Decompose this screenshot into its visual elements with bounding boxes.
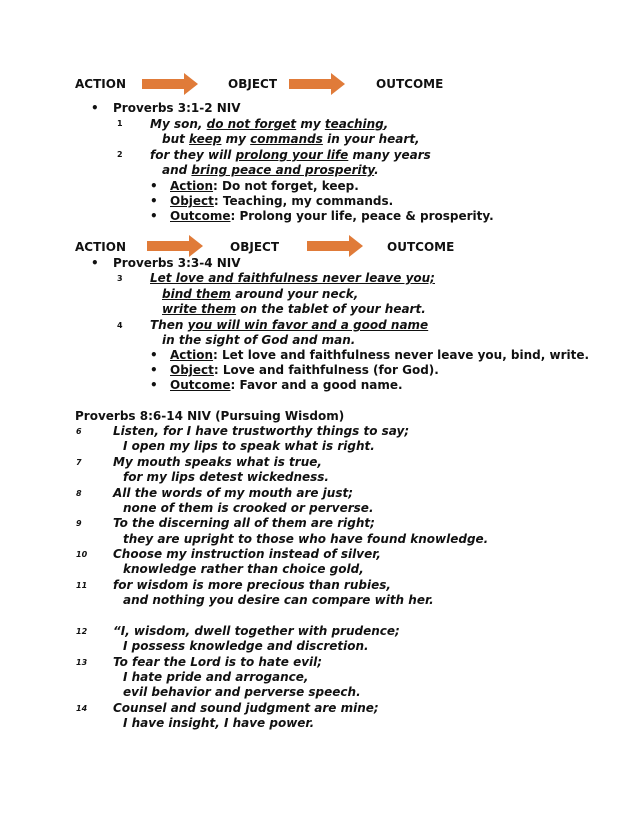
section3-title: Proverbs 8:6-14 NIV (Pursuing Wisdom): [75, 409, 345, 423]
verse-number: 3: [117, 274, 123, 283]
section2-ref: Proverbs 3:3-4 NIV: [113, 256, 241, 270]
verse-line: for wisdom is more precious than rubies,: [113, 578, 391, 592]
header1-outcome: OUTCOME: [376, 77, 444, 91]
verse-line: I possess knowledge and discretion.: [123, 639, 369, 653]
verse-line: but keep my commands in your heart,: [162, 132, 420, 146]
arrow-icon: [289, 73, 345, 95]
bullet-icon: •: [150, 179, 158, 193]
bullet-icon: •: [150, 348, 158, 362]
bullet-icon: •: [150, 378, 158, 392]
bullet-icon: •: [150, 194, 158, 208]
verse-line: My son, do not forget my teaching,: [150, 117, 389, 131]
bullet-icon: •: [91, 101, 99, 115]
verse-number: 2: [117, 150, 123, 159]
object-bullet: Object: Love and faithfulness (for God).: [170, 363, 439, 377]
verse-line: and nothing you desire can compare with her.: [123, 593, 434, 607]
verse-line: My mouth speaks what is true,: [113, 455, 322, 469]
verse-line: write them on the tablet of your heart.: [162, 302, 426, 316]
verse-number: 12: [76, 627, 88, 636]
verse-number: 13: [76, 658, 88, 667]
verse-line: To fear the Lord is to hate evil;: [113, 655, 323, 669]
verse-line: knowledge rather than choice gold,: [123, 562, 364, 576]
verse-line: Choose my instruction instead of silver,: [113, 547, 381, 561]
verse-number: 8: [76, 489, 82, 498]
verse-number: 4: [117, 321, 123, 330]
verse-line: To the discerning all of them are right;: [113, 516, 375, 530]
verse-number: 6: [76, 427, 82, 436]
verse-line: for they will prolong your life many years: [150, 148, 431, 162]
arrow-icon: [142, 73, 198, 95]
outcome-bullet: Outcome: Prolong your life, peace & prosperity.: [170, 209, 494, 223]
bullet-icon: •: [150, 209, 158, 223]
outcome-bullet: Outcome: Favor and a good name.: [170, 378, 403, 392]
header1-action: ACTION: [75, 77, 126, 91]
verse-line: none of them is crooked or perverse.: [123, 501, 374, 515]
arrow-icon: [147, 235, 203, 257]
header1-object: OBJECT: [228, 77, 278, 91]
verse-line: Then you will win favor and a good name: [150, 318, 429, 332]
verse-line: I hate pride and arrogance,: [123, 670, 309, 684]
verse-line: “I, wisdom, dwell together with prudence;: [113, 624, 400, 638]
action-bullet: Action: Do not forget, keep.: [170, 179, 359, 193]
bullet-icon: •: [91, 256, 99, 270]
header2-object: OBJECT: [230, 240, 280, 254]
object-bullet: Object: Teaching, my commands.: [170, 194, 394, 208]
verse-number: 7: [76, 458, 82, 467]
verse-line: and bring peace and prosperity.: [162, 163, 379, 177]
verse-number: 10: [76, 550, 88, 559]
bullet-icon: •: [150, 363, 158, 377]
verse-line: All the words of my mouth are just;: [113, 486, 354, 500]
header2-action: ACTION: [75, 240, 126, 254]
verse-number: 14: [76, 704, 88, 713]
verse-line: Counsel and sound judgment are mine;: [113, 701, 379, 715]
verse-number: 11: [76, 581, 88, 590]
verse-number: 9: [76, 519, 82, 528]
section1-ref: Proverbs 3:1-2 NIV: [113, 101, 241, 115]
header2-outcome: OUTCOME: [387, 240, 455, 254]
verse-line: I have insight, I have power.: [123, 716, 315, 730]
verse-line: in the sight of God and man.: [162, 333, 356, 347]
verse-line: they are upright to those who have found knowledge.: [123, 532, 489, 546]
verse-line: bind them around your neck,: [162, 287, 359, 301]
verse-line: I open my lips to speak what is right.: [123, 439, 375, 453]
verse-line: for my lips detest wickedness.: [123, 470, 329, 484]
action-bullet: Action: Let love and faithfulness never leave you, bind, write.: [170, 348, 590, 362]
verse-line: Let love and faithfulness never leave you;: [150, 271, 435, 285]
arrow-icon: [307, 235, 363, 257]
verse-line: evil behavior and perverse speech.: [123, 685, 361, 699]
verse-number: 1: [117, 119, 123, 128]
verse-line: Listen, for I have trustworthy things to say;: [113, 424, 410, 438]
